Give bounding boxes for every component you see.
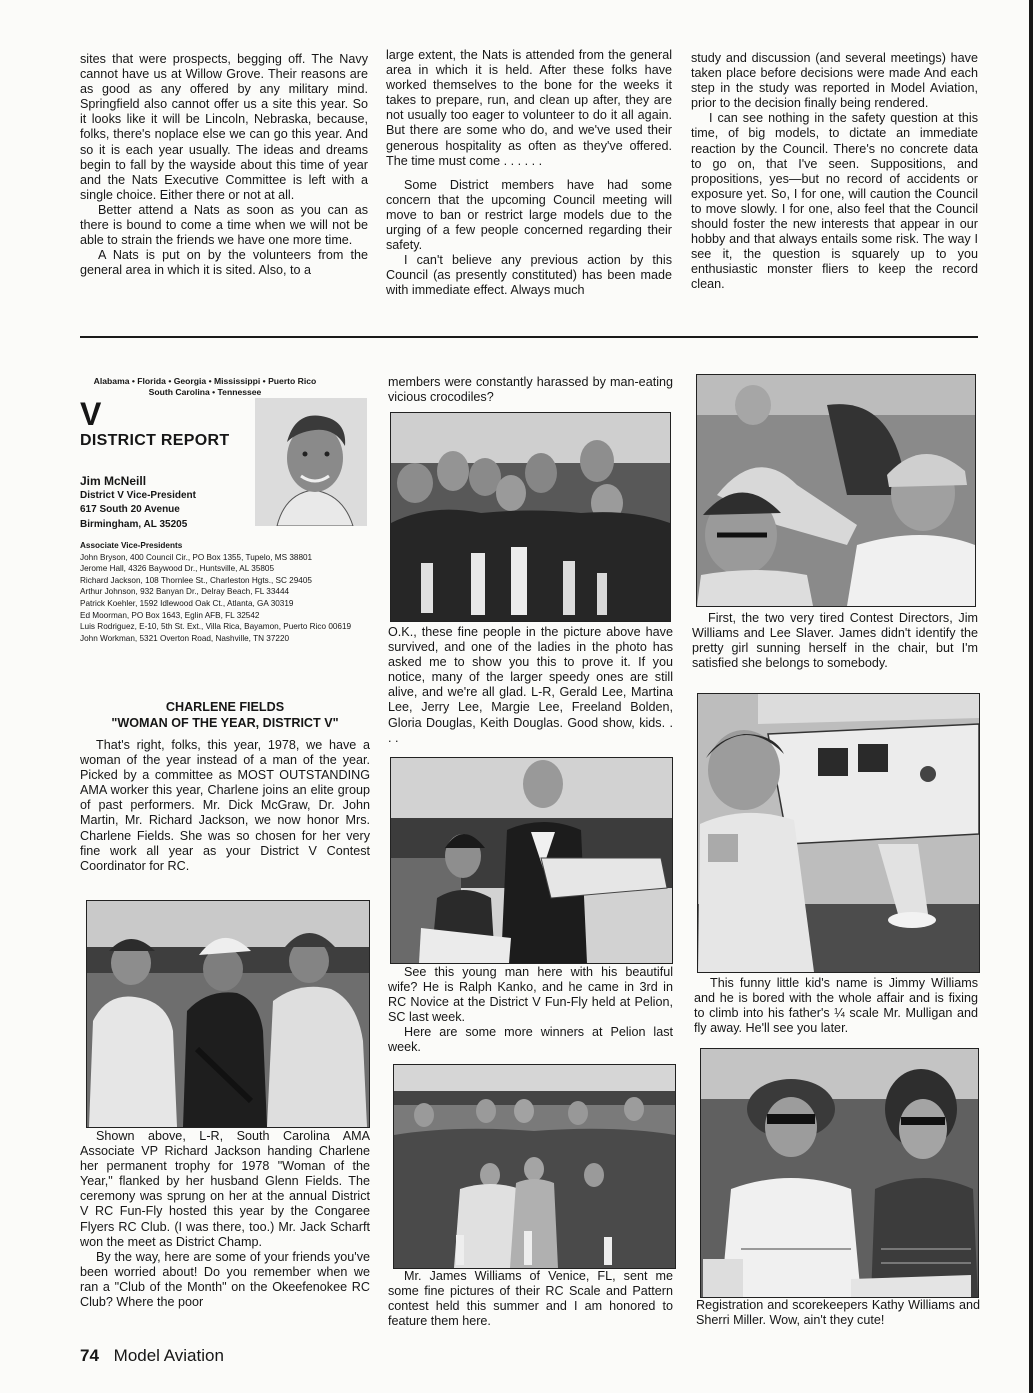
states-line: South Carolina • Tennessee: [148, 387, 262, 397]
assoc-heading: Associate Vice-Presidents: [80, 541, 183, 550]
assoc-entry: Patrick Koehler, 1592 Idlewood Oak Ct., Atlanta, GA 30319: [80, 598, 294, 608]
paragraph: I can see nothing in the safety question at this time, of big models, to dictate an immediate reaction by the Council. There's no concrete data to go on, that I've seen. Suppositions, and propositions, yes—but no record of accidents or exposure yet. So, I for one, will caution the Council to move slowly. I for one, also feel that the Council should foster the new interests that appear in our hobby and that always entails some risk. The way I see it, the question is squarely up to you enthusiastic monster fliers to keep the record clean.: [691, 111, 978, 292]
paragraph: study and discussion (and several meetings) have taken place before decisions were made And each step in the study was reported in Model Aviation, prior to the decision finally being rendered.: [691, 51, 978, 111]
assoc-entry: John Bryson, 400 Council Cir., PO Box 1355, Tupelo, MS 38801: [80, 552, 313, 562]
pelion-winners-photo: [393, 1064, 676, 1269]
section-divider: [80, 336, 978, 338]
ralph-kanko-photo: [390, 757, 673, 964]
assoc-entry: Ed Moorman, PO Box 1643, Eglin AFB, FL 32542: [80, 610, 260, 620]
associate-vp-list: [80, 540, 370, 644]
directors-caption: [692, 611, 978, 671]
page-number: 74: [80, 1346, 99, 1365]
registration-caption: [696, 1298, 980, 1328]
middle-top-text: [388, 375, 673, 405]
kanko-caption: [388, 965, 673, 1056]
paragraph: By the way, here are some of your friends you've been worried about! Do you remember when we ran a "Club of the Month" on the Okeefenokee RC Club? Where the poor: [80, 1249, 370, 1310]
assoc-entry: Luis Rodriguez, E-10, 5th St. Ext., Villa Rica, Bayamon, Puerto Rico 00619: [80, 622, 352, 632]
district-states: [80, 376, 330, 398]
paragraph: Better attend a Nats as soon as you can as there is bound to come a time when we will not be able to strain the friends we have one more time.: [80, 202, 368, 248]
caption-text: O.K., these fine people in the picture above have survived, and one of the ladies in the photo has asked me to show you this to prove it. If you notice, many of the larger speedy ones are still alive, and we're all glad. L-R, Gerald Lee, Martina Lee, Jerry Lee, Margie Lee, Freeland Bolden, Gloria Douglas, Keith Douglas. Good show, kids. . . .: [388, 625, 673, 745]
vp-street: 617 South 20 Avenue: [80, 504, 180, 515]
page-edge: [1029, 0, 1033, 1393]
headline-line: "WOMAN OF THE YEAR, DISTRICT V": [111, 716, 339, 730]
vp-city: Birmingham, AL 35205: [80, 518, 188, 530]
top-column-3: [691, 51, 978, 293]
trophy-caption: [80, 1129, 370, 1310]
assoc-entry: John Workman, 5321 Overton Road, Nashville, TN 37220: [80, 633, 290, 643]
vp-name: Jim McNeill: [80, 474, 147, 488]
paragraph: A Nats is put on by the volunteers from the general area in which it is sited. Also, to a: [80, 248, 368, 278]
caption-text: This funny little kid's name is Jimmy Williams and he is bored with the whole affair and is fixing to climb into his father's ¼ scale Mr. Mulligan and fly away. He'll see you later.: [694, 976, 978, 1036]
district-number: V: [80, 396, 102, 432]
caption-text: See this young man here with his beautiful wife? He is Ralph Kanko, and he came in 3rd in RC Novice at the District V Fun-Fly held at Pelion, SC last week.: [388, 965, 673, 1025]
top-column-1: [80, 52, 368, 278]
caption-text: Shown above, L-R, South Carolina AMA Associate VP Richard Jackson handing Charlene her permanent trophy for 1978 "Woman of the Year," flanked by her husband Glenn Fields. The ceremony was sprung on her at the annual District V RC Fun-Fly hosted this year by the Congaree Flyers RC Club. (I was there, too.) Mr. Jack Scharft won the meet as District Champ.: [80, 1129, 370, 1249]
caption-text: First, the two very tired Contest Directors, Jim Williams and Lee Slaver. James didn't identify the pretty girl sunning herself in the chair, but I'm satisfied she belongs to somebody.: [692, 611, 978, 671]
trophy-presentation-photo: [86, 900, 370, 1128]
paragraph: Some District members have had some concern that the upcoming Council meeting will move to ban or restrict large models due to the urging of a few people concerned regarding their safety.: [386, 177, 672, 253]
headline-line: CHARLENE FIELDS: [165, 700, 285, 714]
paragraph: Here are some more winners at Pelion last week.: [388, 1025, 673, 1055]
okeefenokee-group-photo: [390, 412, 671, 622]
portrait-photo: [255, 398, 367, 526]
caption-text: Mr. James Williams of Venice, FL, sent me some fine pictures of their RC Scale and Pattern contest held this summer and I am honored to feature them here.: [388, 1269, 673, 1329]
group-caption: [388, 625, 673, 746]
paragraph: members were constantly harassed by man-eating vicious crocodiles?: [388, 375, 673, 405]
paragraph: large extent, the Nats is attended from the general area in which it is held. After these folks have worked themselves to the bone for the weeks it takes to prepare, run, and clean up after, they are not usually too eager to volunteer to do it all again. But there are some who do, and we've used their generous hospitality as often as they've offered. The time must come . . . . . .: [386, 48, 672, 168]
contest-directors-photo: [696, 374, 976, 607]
winners-caption: [388, 1269, 673, 1329]
assoc-entry: Jerome Hall, 4326 Baywood Dr., Huntsville, AL 35805: [80, 564, 275, 574]
paragraph: sites that were prospects, begging off. The Navy cannot have us at Willow Grove. Their reasons are as good as any offered by any military mind. Springfield also cannot offer us a site this year. So it looks like it will be Lincoln, Nebraska, because, folks, there's noplace else we can go this year. And so it is each year usually. The ideas and dreams begin to fall by the wayside about this time of year and the Nats Executive Committee is left with a single choice. Either there or not at all.: [80, 52, 368, 202]
caption-text: Registration and scorekeepers Kathy Williams and Sherri Miller. Wow, ain't they cute!: [696, 1298, 980, 1328]
page-footer: [80, 1346, 224, 1366]
paragraph: That's right, folks, this year, 1978, we have a woman of the year instead of a man of the year. Picked by a committee as MOST OUTSTANDING AMA worker this year, Charlene joins an elite group of past performers. Mr. Dick McGraw, Dr. John Martin, Mr. Richard Jackson, we now honor Mrs. Charlene Fields. She was so chosen for her very fine work all year as your District V Contest Coordinator for RC.: [80, 738, 370, 873]
top-column-2: [386, 48, 672, 299]
kid-caption: [694, 976, 978, 1036]
vp-title: District V Vice-President: [80, 489, 196, 501]
vice-president-block: [80, 474, 255, 532]
jimmy-williams-photo: [697, 693, 980, 973]
district-report-title: DISTRICT REPORT: [80, 432, 230, 449]
paragraph: I can't believe any previous action by this Council (as presently constituted) has been made with immediate effect. Always much: [386, 253, 672, 298]
article-headline: [80, 699, 370, 731]
assoc-entry: Arthur Johnson, 932 Banyan Dr., Delray Beach, FL 33444: [80, 587, 290, 597]
magazine-name: Model Aviation: [113, 1346, 224, 1365]
states-line: Alabama • Florida • Georgia • Mississippi • Puerto Rico: [93, 376, 317, 386]
assoc-entry: Richard Jackson, 108 Thornlee St., Charleston Hgts., SC 29405: [80, 575, 312, 585]
registration-photo: [700, 1048, 979, 1298]
article-body-1: [80, 738, 370, 874]
